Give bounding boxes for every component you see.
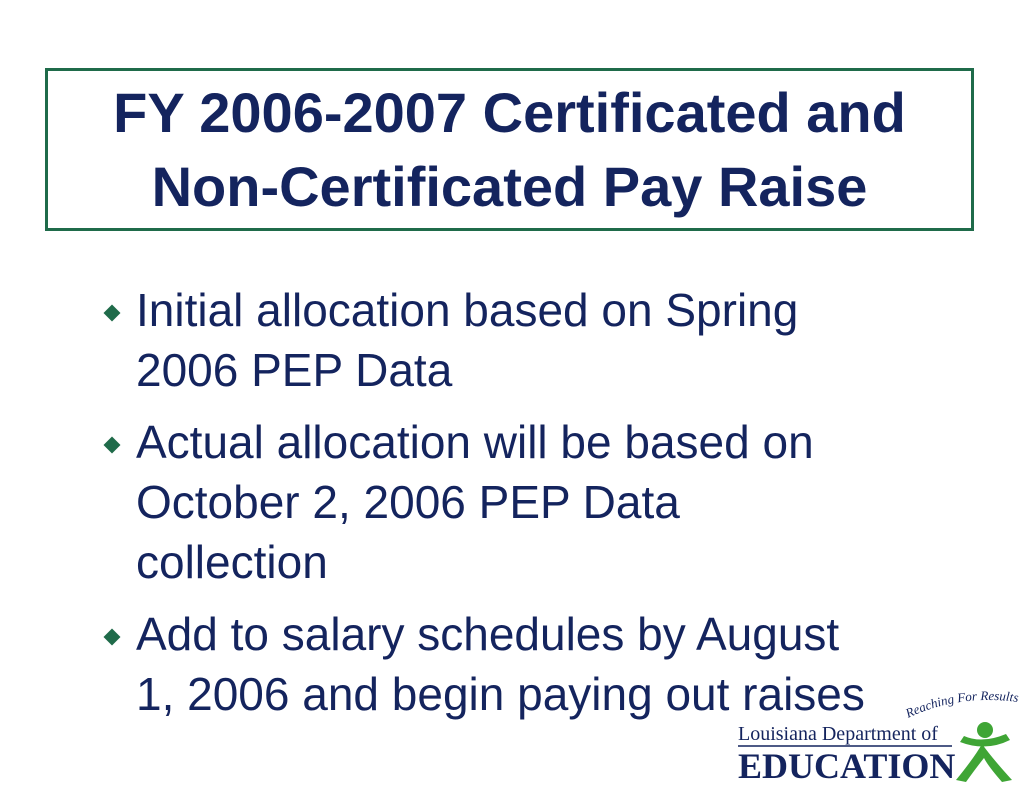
green-x-figure-icon [956,722,1012,782]
bullet-text-line: October 2, 2006 PEP Data [136,476,680,528]
diamond-bullet-icon [104,305,121,322]
logo-tagline: Reaching For Results [903,688,1020,721]
title-line-2: Non-Certificated Pay Raise [151,154,868,218]
bullet-text-line: Actual allocation will be based on [136,416,814,468]
bullet-item [100,412,920,592]
bullet-text-line: collection [136,536,328,588]
logo-line-2: EDUCATION [738,746,956,786]
title-box [45,68,974,231]
bullet-text-line: 1, 2006 and begin paying out raises [136,668,865,720]
louisiana-education-logo [730,688,1020,788]
bullet-text-line: Initial allocation based on Spring [136,284,799,336]
diamond-bullet-icon [104,437,121,454]
bullet-item [100,280,920,400]
logo-line-1: Louisiana Department of [738,723,938,745]
bullet-list [100,280,920,736]
title-line-1: FY 2006-2007 Certificated and [113,80,906,144]
bullet-text-line: Add to salary schedules by August [136,608,840,660]
diamond-bullet-icon [104,629,121,646]
bullet-text-line: 2006 PEP Data [136,344,453,396]
